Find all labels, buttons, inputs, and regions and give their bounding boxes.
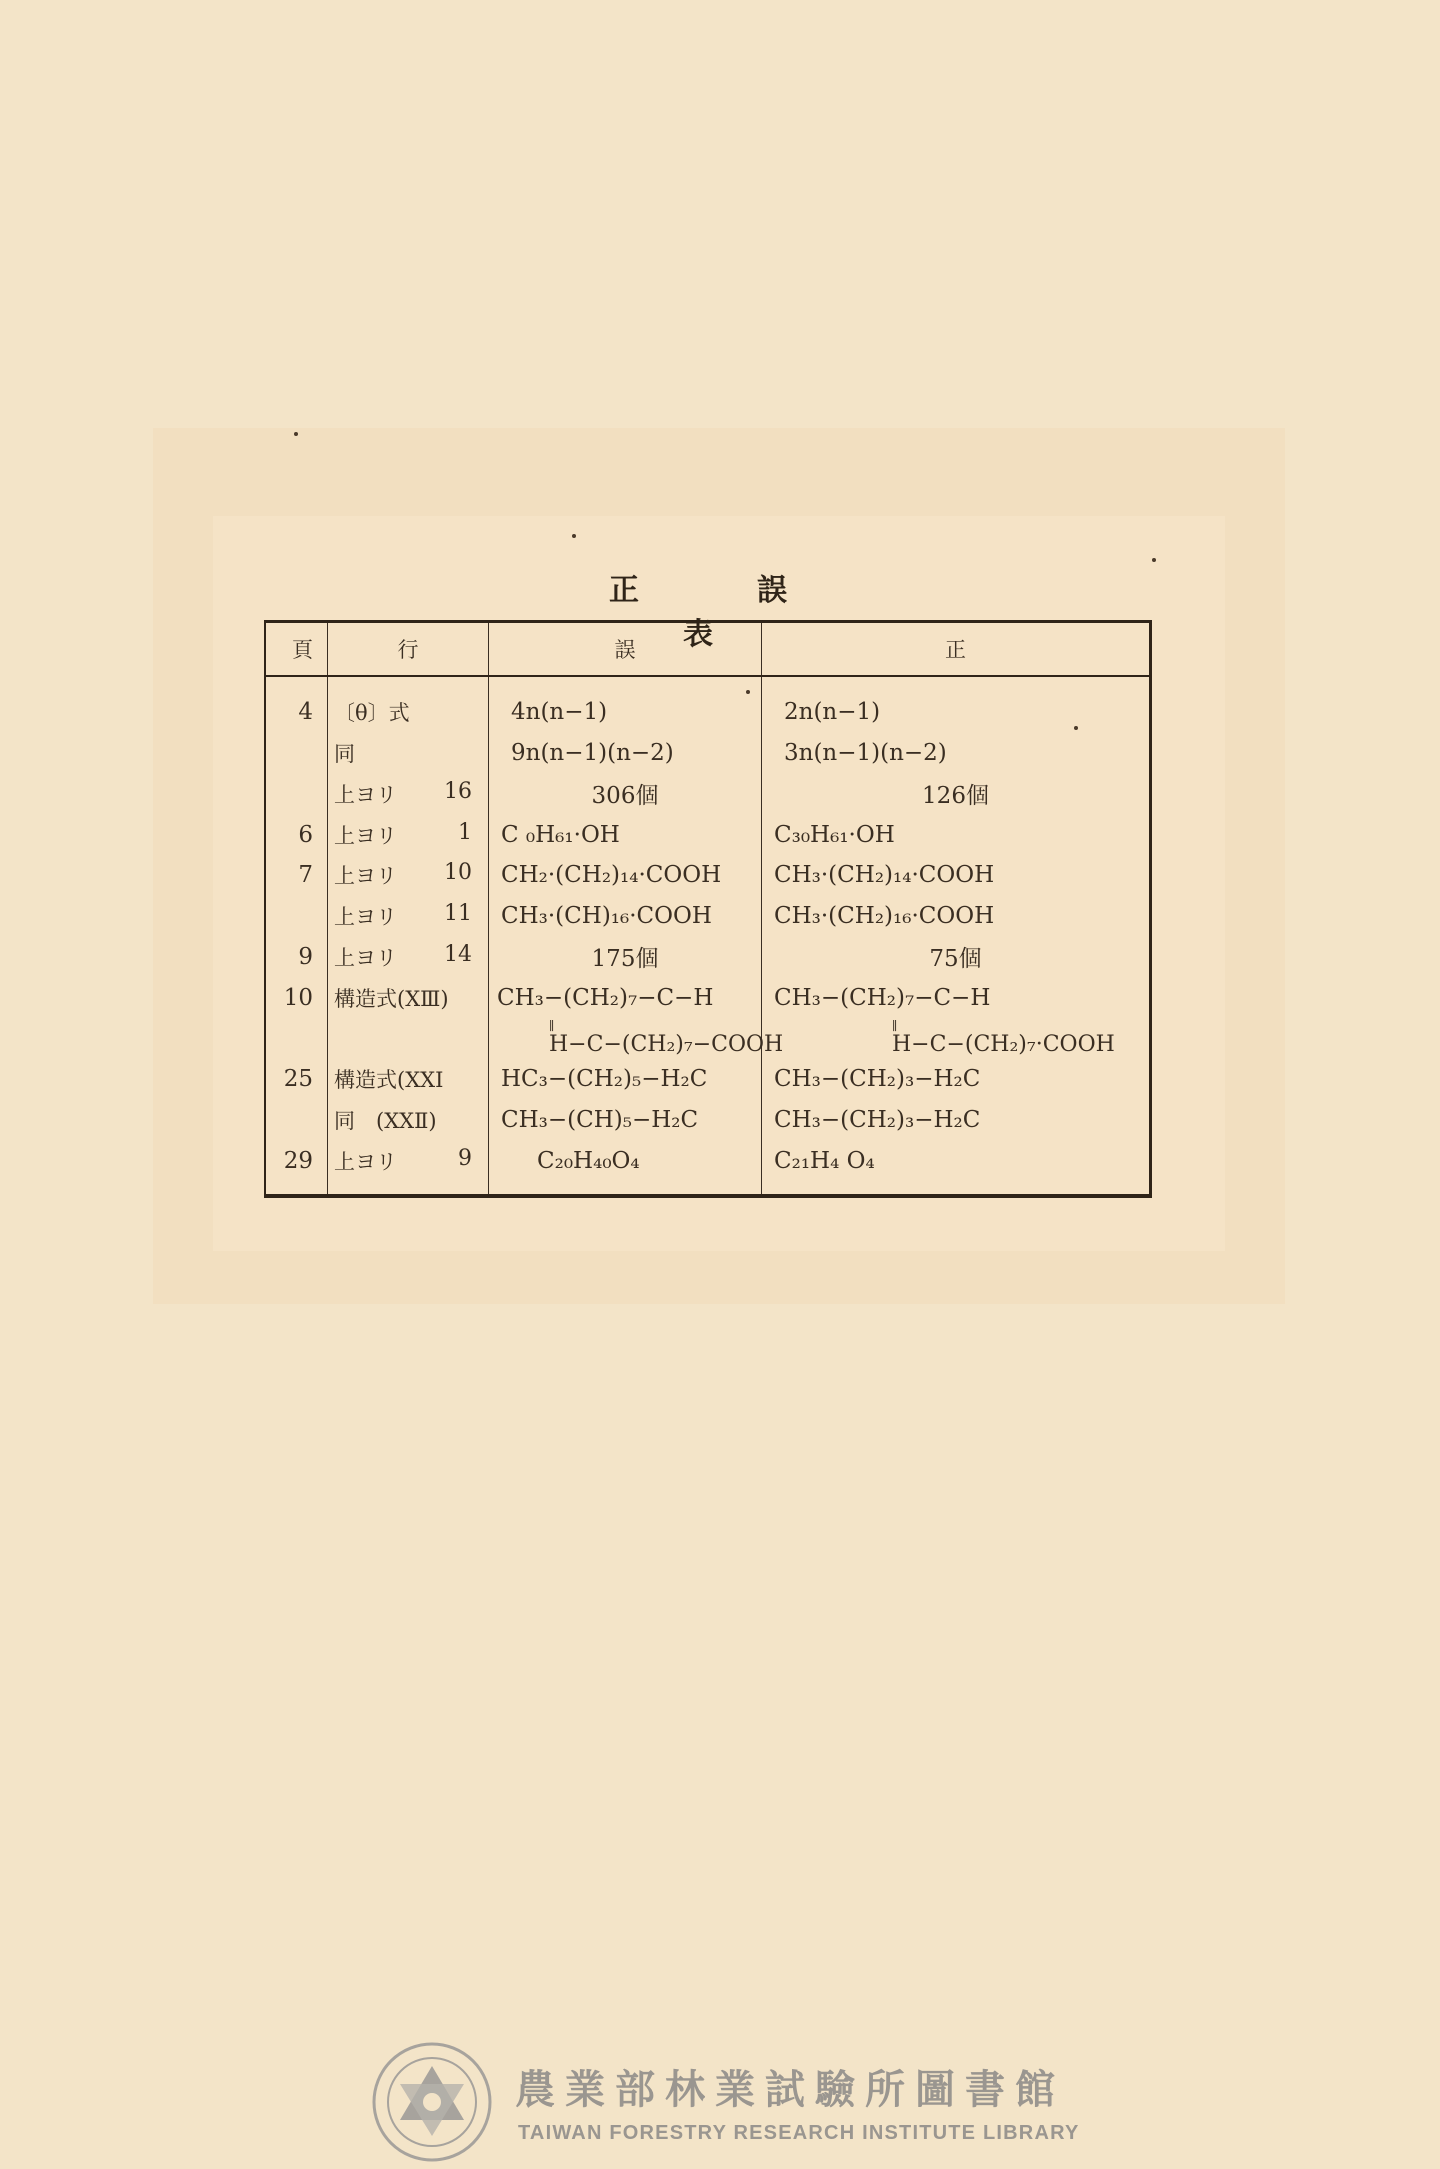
double-bond-mark: ∥ xyxy=(549,1018,555,1033)
double-bond-mark: ∥ xyxy=(892,1018,898,1033)
table-row: 7 上ヨリ 10 CH₂·(CH₂)₁₄·COOH CH₃·(CH₂)₁₄·COOH xyxy=(265,855,1151,896)
table-row: 上ヨリ 11 CH₃·(CH)₁₆·COOH CH₃·(CH₂)₁₆·COOH xyxy=(265,896,1151,937)
page-title: 正 誤 表 xyxy=(609,573,905,652)
header-wrong: 誤 xyxy=(489,622,762,677)
header-page: 頁 xyxy=(265,622,328,677)
table-row: 6 上ヨリ 1 C ₀H₆₁·OH C₃₀H₆₁·OH xyxy=(265,814,1151,855)
errata-table xyxy=(264,620,1152,1198)
header-line: 行 xyxy=(328,622,489,677)
table-row: 上ヨリ 16 306個 126個 xyxy=(265,773,1151,814)
table-header-row xyxy=(265,622,1151,677)
library-name-chinese: 農業部林業試驗所圖書館 xyxy=(515,2067,1065,2113)
table-row: 4 〔θ〕式 4n(n−1) 2n(n−1) xyxy=(265,676,1151,733)
table-row: 同 9n(n−1)(n−2) 3n(n−1)(n−2) xyxy=(265,733,1151,774)
table-row: 29 上ヨリ 9 C₂₀H₄₀O₄ C₂₁H₄ O₄ xyxy=(265,1140,1151,1196)
table-row: 25 構造式(ⅩⅩⅠ HC₃−(CH₂)₅−H₂C CH₃−(CH₂)₃−H₂C xyxy=(265,1059,1151,1100)
table-row: 10 構造式(ⅩⅢ) CH₃−(CH₂)₇−C−H CH₃−(CH₂)₇−C−H xyxy=(265,977,1151,1018)
table-row: 同 (ⅩⅩⅡ) CH₃−(CH)₅−H₂C CH₃−(CH₂)₃−H₂C xyxy=(265,1100,1151,1141)
library-footer xyxy=(370,2040,1090,2160)
header-correct: 正 xyxy=(762,622,1151,677)
speck xyxy=(1152,558,1156,562)
library-name-english: TAIWAN FORESTRY RESEARCH INSTITUTE LIBRARY xyxy=(518,2122,1080,2144)
table-row: 9 上ヨリ 14 175個 75個 xyxy=(265,936,1151,977)
table-row: ∥ H−C−(CH₂)₇−COOH ∥ H−C−(CH₂)₇·COOH xyxy=(265,1018,1151,1059)
speck xyxy=(294,432,298,436)
speck xyxy=(572,534,576,538)
library-seal-icon xyxy=(370,2040,494,2164)
